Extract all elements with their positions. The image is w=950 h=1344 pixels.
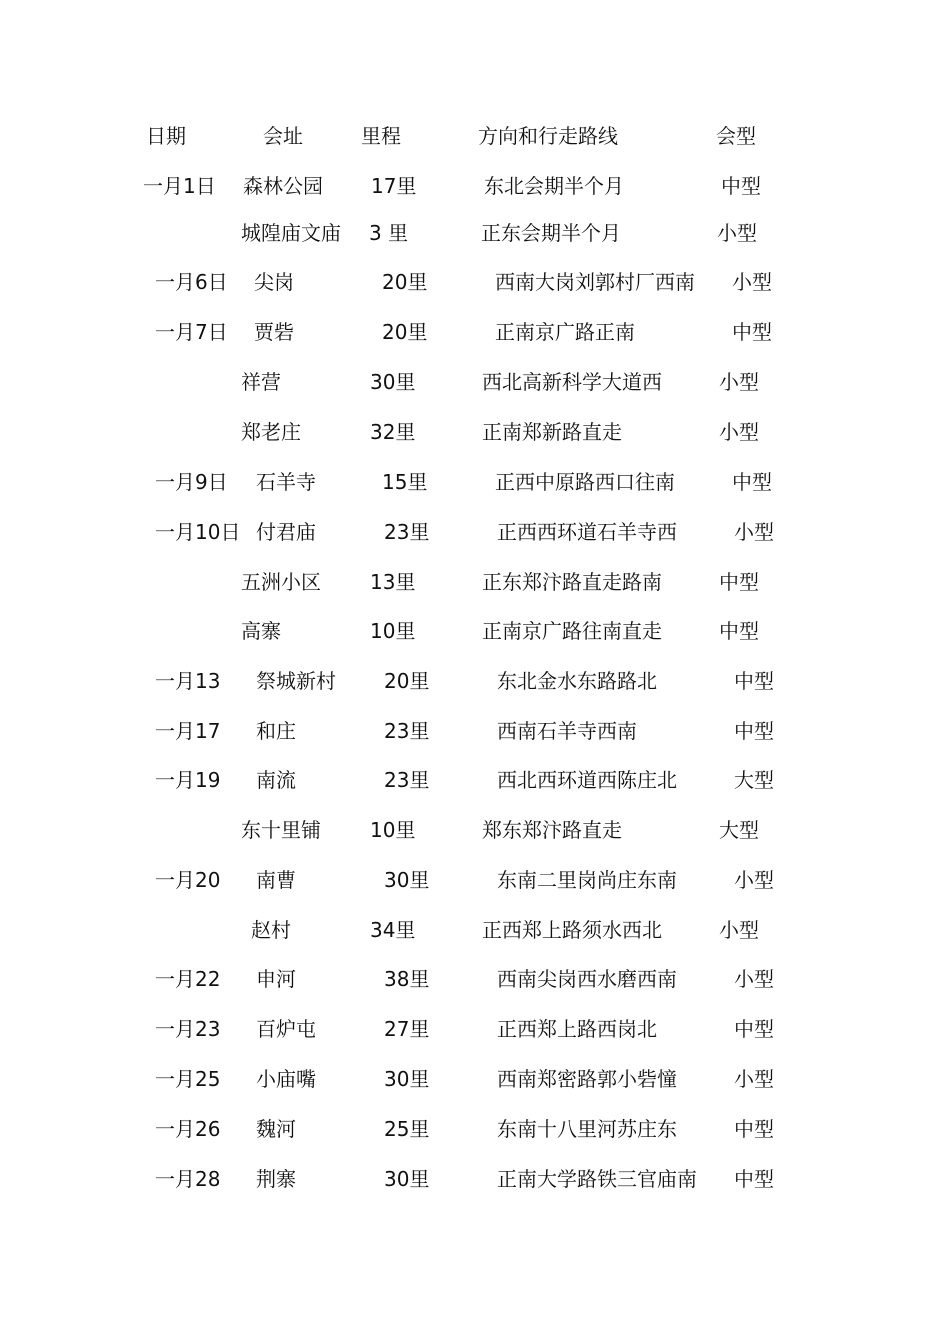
route-cell: 西北高新科学大道西 [482,370,662,394]
venue-cell: 和庄 [256,719,296,743]
header-type-cell: 会型 [716,124,756,148]
venue-cell: 赵村 [251,918,291,942]
type-cell: 中型 [732,470,772,494]
table-row [0,764,950,796]
table-row [0,170,950,202]
venue-cell: 荆寨 [256,1167,296,1191]
venue-cell: 五洲小区 [241,570,321,594]
venue-cell: 贾砦 [254,320,294,344]
distance-cell: 23里 [384,768,430,792]
table-row [0,366,950,398]
route-cell: 正南大学路铁三官庙南 [497,1167,697,1191]
date-cell: 一月1日 [143,174,216,198]
date-cell: 一月7日 [155,320,228,344]
table-row [0,963,950,995]
venue-cell: 魏河 [256,1117,296,1141]
distance-cell: 25里 [384,1117,430,1141]
venue-cell: 郑老庄 [241,420,301,444]
route-cell: 东南十八里河苏庄东 [497,1117,677,1141]
type-cell: 中型 [721,174,761,198]
table-row [0,1063,950,1095]
distance-cell: 17里 [371,174,417,198]
distance-cell: 20里 [382,270,428,294]
type-cell: 中型 [734,1117,774,1141]
distance-cell: 30里 [384,1167,430,1191]
type-cell: 中型 [719,570,759,594]
distance-cell: 30里 [384,1067,430,1091]
venue-cell: 百炉屯 [256,1017,316,1041]
distance-cell: 38里 [384,967,430,991]
type-cell: 小型 [734,967,774,991]
header-distance-cell: 里程 [361,124,401,148]
distance-cell: 30里 [384,868,430,892]
venue-cell: 南流 [256,768,296,792]
venue-cell: 东十里铺 [241,818,321,842]
route-cell: 西南石羊寺西南 [497,719,637,743]
distance-cell: 20里 [384,669,430,693]
venue-cell: 石羊寺 [256,470,316,494]
type-cell: 中型 [734,719,774,743]
type-cell: 中型 [719,619,759,643]
venue-cell: 南曹 [256,868,296,892]
route-cell: 正东会期半个月 [481,221,621,245]
type-cell: 小型 [719,918,759,942]
date-cell: 一月28 [155,1167,221,1191]
table-row [0,715,950,747]
venue-cell: 申河 [256,967,296,991]
distance-cell: 13里 [370,570,416,594]
date-cell: 一月10日 [155,520,241,544]
table-row [0,864,950,896]
distance-cell: 23里 [384,520,430,544]
date-cell: 一月6日 [155,270,228,294]
distance-cell: 15里 [382,470,428,494]
distance-cell: 3 里 [369,221,409,245]
venue-cell: 付君庙 [256,520,316,544]
date-cell: 一月19 [155,768,221,792]
table-row [0,1013,950,1045]
venue-cell: 祥营 [241,370,281,394]
venue-cell: 小庙嘴 [256,1067,316,1091]
type-cell: 大型 [734,768,774,792]
table-row [0,316,950,348]
distance-cell: 20里 [382,320,428,344]
venue-cell: 祭城新村 [256,669,336,693]
route-cell: 西北西环道西陈庄北 [497,768,677,792]
distance-cell: 27里 [384,1017,430,1041]
table-row [0,615,950,647]
table-row [0,665,950,697]
venue-cell: 尖岗 [254,270,294,294]
table-row [0,466,950,498]
table-row [0,516,950,548]
distance-cell: 10里 [370,619,416,643]
route-cell: 东北会期半个月 [484,174,624,198]
type-cell: 小型 [719,370,759,394]
date-cell: 一月23 [155,1017,221,1041]
type-cell: 小型 [734,868,774,892]
distance-cell: 23里 [384,719,430,743]
type-cell: 小型 [719,420,759,444]
route-cell: 正西西环道石羊寺西 [497,520,677,544]
route-cell: 郑东郑汴路直走 [482,818,622,842]
type-cell: 小型 [734,520,774,544]
table-row [0,1113,950,1145]
route-cell: 正东郑汴路直走路南 [482,570,662,594]
date-cell: 一月9日 [155,470,228,494]
table-row [0,1163,950,1195]
header-venue-cell: 会址 [263,124,303,148]
table-row [0,566,950,598]
route-cell: 东南二里岗尚庄东南 [497,868,677,892]
route-cell: 正西郑上路西岗北 [497,1017,657,1041]
venue-cell: 高寨 [241,619,281,643]
table-row [0,217,950,249]
type-cell: 小型 [734,1067,774,1091]
type-cell: 小型 [717,221,757,245]
table-row [0,266,950,298]
route-cell: 西南郑密路郭小砦憧 [497,1067,677,1091]
route-cell: 正南京广路往南直走 [482,619,662,643]
header-route-cell: 方向和行走路线 [478,124,618,148]
date-cell: 一月17 [155,719,221,743]
table-row [0,416,950,448]
type-cell: 大型 [719,818,759,842]
date-cell: 一月25 [155,1067,221,1091]
type-cell: 中型 [734,1017,774,1041]
route-cell: 正南郑新路直走 [482,420,622,444]
table-row [0,814,950,846]
type-cell: 小型 [732,270,772,294]
venue-cell: 城隍庙文庙 [241,221,341,245]
type-cell: 中型 [734,669,774,693]
header-date-cell: 日期 [146,124,186,148]
route-cell: 西南尖岗西水磨西南 [497,967,677,991]
date-cell: 一月22 [155,967,221,991]
date-cell: 一月13 [155,669,221,693]
venue-cell: 森林公园 [243,174,323,198]
distance-cell: 30里 [370,370,416,394]
route-cell: 正西郑上路须水西北 [482,918,662,942]
date-cell: 一月20 [155,868,221,892]
type-cell: 中型 [734,1167,774,1191]
route-cell: 西南大岗刘郭村厂西南 [495,270,695,294]
distance-cell: 32里 [370,420,416,444]
route-cell: 正南京广路正南 [495,320,635,344]
table-row [0,914,950,946]
date-cell: 一月26 [155,1117,221,1141]
distance-cell: 34里 [370,918,416,942]
table-header-row [0,120,950,152]
distance-cell: 10里 [370,818,416,842]
route-cell: 东北金水东路路北 [497,669,657,693]
type-cell: 中型 [732,320,772,344]
route-cell: 正西中原路西口往南 [495,470,675,494]
